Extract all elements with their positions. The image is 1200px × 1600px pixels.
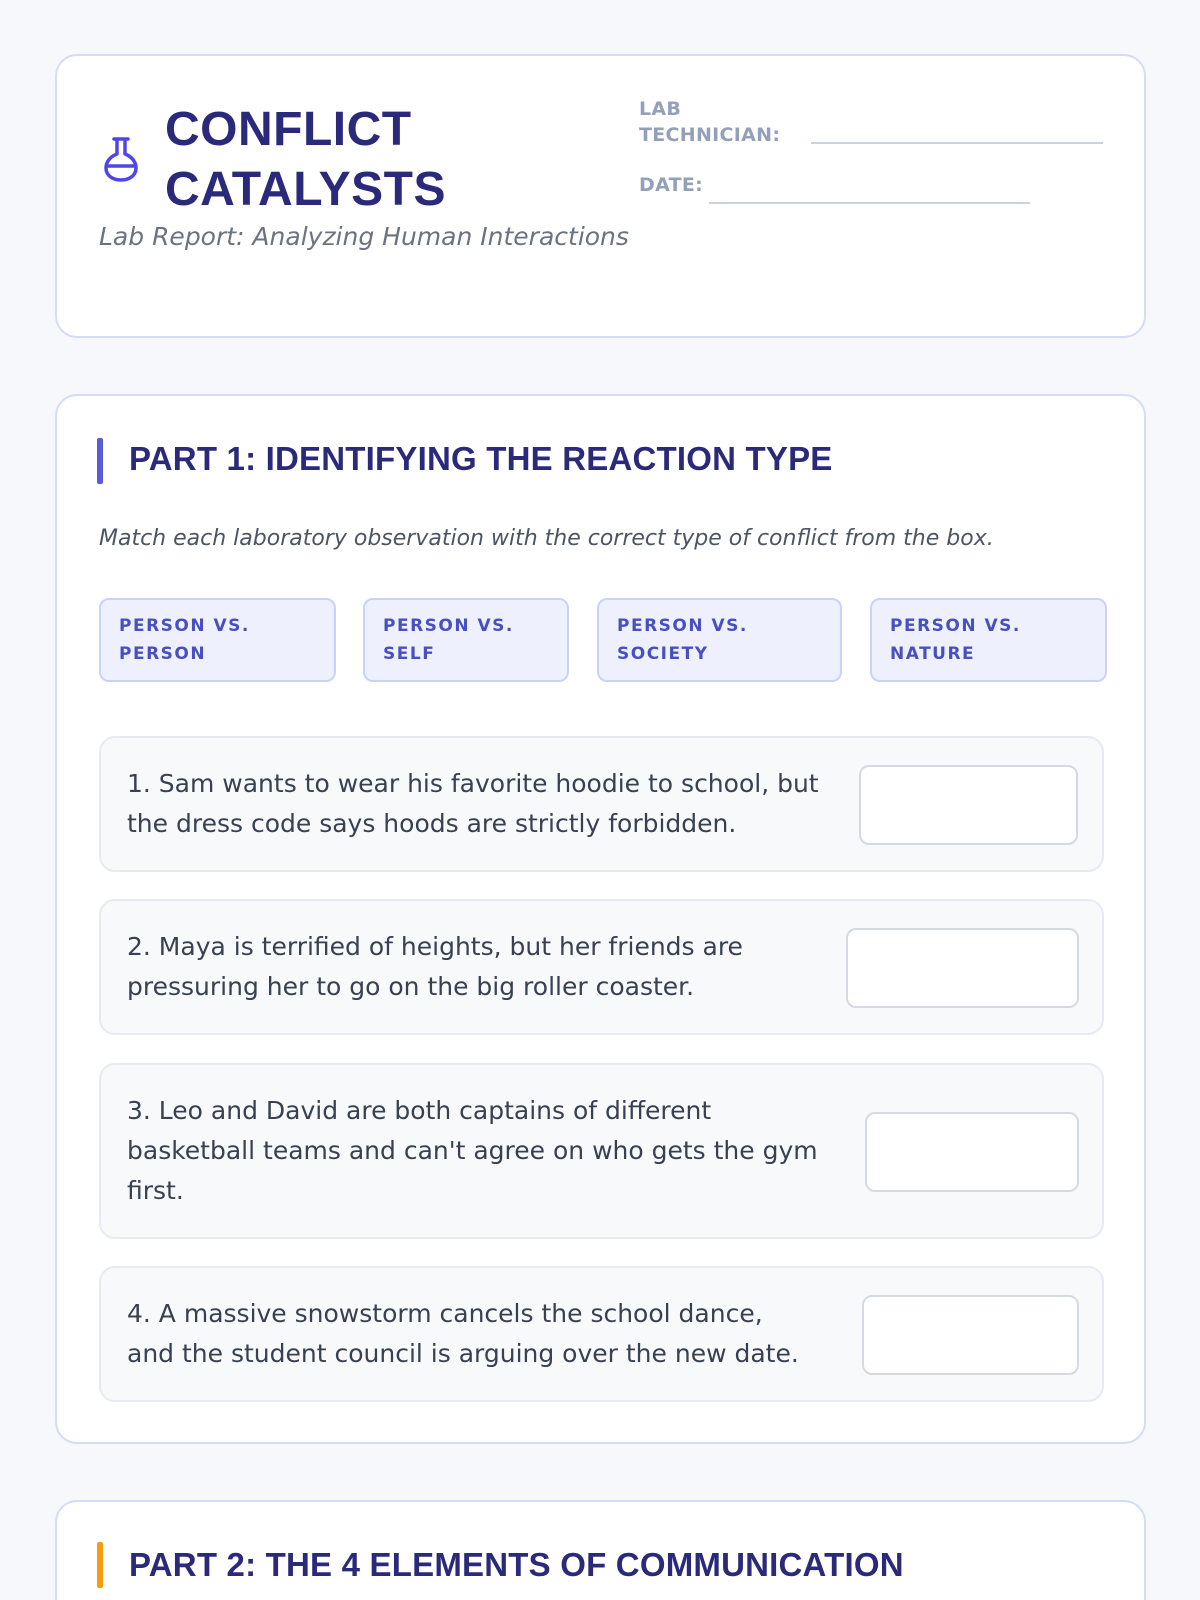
question-line: first. [127, 1176, 184, 1205]
question-item-3 [99, 1063, 1104, 1239]
option-chip-line-2: SELF [383, 644, 436, 664]
option-chip-line-2: SOCIETY [617, 644, 709, 664]
title-line-2: CATALYSTS [165, 163, 446, 216]
answer-field-1[interactable] [859, 765, 1078, 845]
question-line: the dress code says hoods are strictly forbidden. [127, 809, 737, 838]
question-line: 2. Maya is terrified of heights, but her friends are [127, 932, 743, 961]
lab-technician-label-line-1: LAB [639, 98, 682, 120]
option-chip-line-2: NATURE [890, 644, 976, 664]
answer-field-3[interactable] [865, 1112, 1079, 1192]
part2-accent-bar [97, 1542, 103, 1588]
part2-section [55, 1500, 1146, 1600]
flask-icon [103, 136, 139, 182]
question-line: and the student council is arguing over the new date. [127, 1339, 799, 1368]
question-text [127, 1294, 799, 1374]
part1-instructions: Match each laboratory observation with the correct type of conflict from the box. [99, 526, 994, 551]
question-line: 3. Leo and David are both captains of different [127, 1096, 712, 1125]
option-chip-line-2: PERSON [119, 644, 207, 664]
option-chip-person-vs-person [99, 598, 336, 682]
date-label: DATE: [639, 174, 704, 196]
question-item-1 [99, 736, 1104, 872]
lab-technician-label [639, 96, 780, 148]
date-field[interactable] [709, 202, 1030, 204]
answer-field-2[interactable] [846, 928, 1079, 1008]
option-chip-person-vs-nature [870, 598, 1107, 682]
part1-title: PART 1: IDENTIFYING THE REACTION TYPE [129, 440, 833, 477]
question-line: 1. Sam wants to wear his favorite hoodie to school, but [127, 769, 819, 798]
part1-section [55, 394, 1146, 1444]
page-title [165, 100, 605, 220]
question-line: basketball teams and can't agree on who gets the gym [127, 1136, 818, 1165]
question-line: 4. A massive snowstorm cancels the school dance, [127, 1299, 763, 1328]
answer-field-4[interactable] [862, 1295, 1079, 1375]
page-subtitle: Lab Report: Analyzing Human Interactions [99, 222, 629, 251]
part1-accent-bar [97, 438, 103, 484]
option-chip-line-1: PERSON VS. [890, 616, 1021, 636]
option-chip-line-1: PERSON VS. [617, 616, 748, 636]
question-text [127, 764, 819, 844]
header-card [55, 54, 1146, 338]
option-chip-line-1: PERSON VS. [119, 616, 250, 636]
question-line: pressuring her to go on the big roller coaster. [127, 972, 695, 1001]
option-chip-person-vs-society [597, 598, 842, 682]
option-chip-person-vs-self [363, 598, 569, 682]
option-chip-line-1: PERSON VS. [383, 616, 514, 636]
question-text [127, 927, 743, 1007]
lab-technician-field[interactable] [811, 142, 1103, 144]
question-text [127, 1091, 818, 1211]
lab-technician-label-line-2: TECHNICIAN: [639, 124, 781, 146]
part2-title: PART 2: THE 4 ELEMENTS OF COMMUNICATION [129, 1546, 904, 1583]
question-item-4 [99, 1266, 1104, 1402]
question-item-2 [99, 899, 1104, 1035]
title-line-1: CONFLICT [165, 103, 412, 156]
